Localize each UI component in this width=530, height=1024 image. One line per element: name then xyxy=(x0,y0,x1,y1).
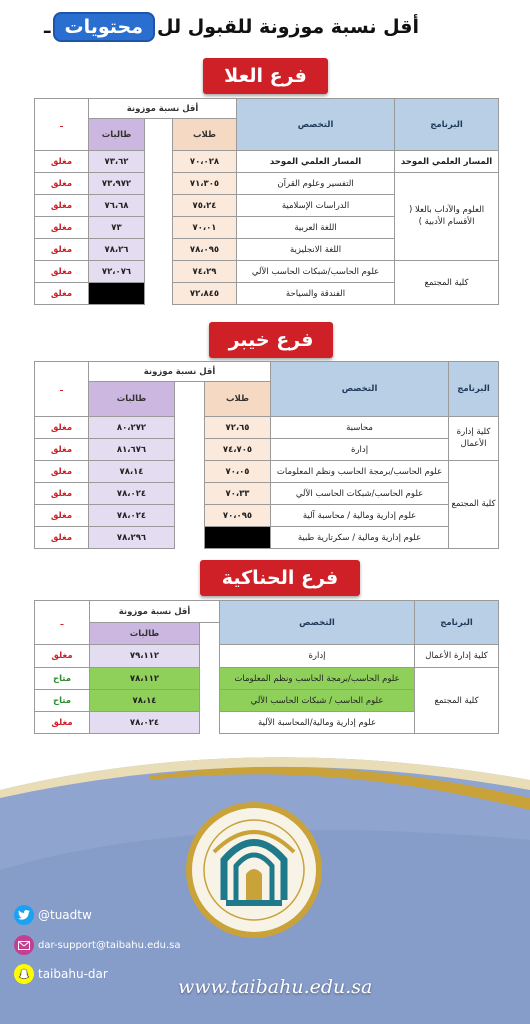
male-value: ٧١،٣٠٥ xyxy=(173,173,237,195)
female-header: طالبات xyxy=(89,382,175,417)
specialty-header: التخصص xyxy=(237,99,395,151)
male-value: ٧٠،٠٩٥ xyxy=(205,505,271,527)
female-value: ٧٨،٠٢٤ xyxy=(90,712,200,734)
male-value: ٧٨،٠٩٥ xyxy=(173,239,237,261)
program-cell: كلية المجتمع xyxy=(449,461,499,549)
spacer xyxy=(175,382,205,417)
email-address: dar-support@taibahu.edu.sa xyxy=(38,939,181,951)
table-hanakiyah xyxy=(34,600,499,734)
min-pct-header: أقل نسبة موزونة xyxy=(89,99,237,119)
specialty-cell: علوم الحاسب/شبكات الحاسب الآلي xyxy=(237,261,395,283)
email-contact[interactable] xyxy=(14,935,180,955)
spacer xyxy=(145,283,173,305)
male-value: ٧٠،٠٥ xyxy=(205,461,271,483)
status-cell: مغلق xyxy=(35,483,89,505)
spacer xyxy=(200,645,220,668)
spacer xyxy=(175,461,205,483)
table-khaibar xyxy=(34,361,499,549)
university-emblem-icon xyxy=(184,800,324,940)
page-title xyxy=(44,12,419,42)
page-header xyxy=(34,5,468,49)
branch-banner-ula: فرع العلا xyxy=(203,58,328,94)
program-cell: كلية المجتمع xyxy=(415,668,499,734)
snapchat-contact[interactable] xyxy=(14,964,108,984)
spacer xyxy=(175,483,205,505)
female-value: ٧٨،١١٢ xyxy=(90,668,200,690)
female-value: ٧٨،١٤ xyxy=(89,461,175,483)
specialty-cell: علوم الحاسب / شبكات الحاسب الآلي xyxy=(220,690,415,712)
status-cell: مغلق xyxy=(35,283,89,305)
specialty-cell: اللغة العربية xyxy=(237,217,395,239)
program-cell: المسار العلمي الموحد xyxy=(395,151,499,173)
status-cell: مغلق xyxy=(35,173,89,195)
status-cell: مغلق xyxy=(35,151,89,173)
table-ula xyxy=(34,98,499,305)
program-header: البرنامج xyxy=(395,99,499,151)
female-header: طالبات xyxy=(90,623,200,645)
specialty-header: التخصص xyxy=(220,601,415,645)
branch-banner-khaibar: فرع خيبر xyxy=(209,322,333,358)
male-value: ٧٠،٣٣ xyxy=(205,483,271,505)
specialty-cell: علوم إدارية ومالية/المحاسبة الآلية xyxy=(220,712,415,734)
male-header: طلاب xyxy=(173,119,237,151)
male-value: ٧٤،٧٠٥ xyxy=(205,439,271,461)
specialty-cell: محاسبة xyxy=(271,417,449,439)
spacer xyxy=(200,623,220,645)
spacer xyxy=(200,690,220,712)
spacer xyxy=(200,712,220,734)
spacer xyxy=(175,439,205,461)
twitter-contact[interactable] xyxy=(14,905,92,925)
spacer xyxy=(145,195,173,217)
status-cell: مغلق xyxy=(35,195,89,217)
female-value: ٧٨،١٤ xyxy=(90,690,200,712)
spacer xyxy=(145,151,173,173)
male-value: ٧٢،٨٤٥ xyxy=(173,283,237,305)
spacer xyxy=(175,527,205,549)
specialty-cell: الدراسات الإسلامية xyxy=(237,195,395,217)
female-value-empty xyxy=(89,283,145,305)
specialty-header: التخصص xyxy=(271,362,449,417)
specialty-cell: إدارة xyxy=(220,645,415,668)
title-end: ـ xyxy=(44,16,51,38)
specialty-cell: علوم إدارية ومالية / سكرتارية طبية xyxy=(271,527,449,549)
program-header: البرنامج xyxy=(449,362,499,417)
status-cell: مغلق xyxy=(35,261,89,283)
twitter-handle: @tuadtw xyxy=(38,908,92,922)
female-header: طالبات xyxy=(89,119,145,151)
status-cell: مغلق xyxy=(35,461,89,483)
status-cell: متاح xyxy=(35,690,90,712)
program-header: البرنامج xyxy=(415,601,499,645)
dash-header: ـ xyxy=(35,601,90,645)
female-value: ٧٢،٠٧٦ xyxy=(89,261,145,283)
female-value: ٧٣،٦٢ xyxy=(89,151,145,173)
min-pct-header: أقل نسبة موزونة xyxy=(89,362,271,382)
female-value: ٧٨،٠٢٤ xyxy=(89,483,175,505)
spacer xyxy=(145,261,173,283)
female-value: ٧٨،٢٦ xyxy=(89,239,145,261)
specialty-cell: علوم الحاسب/شبكات الحاسب الآلي xyxy=(271,483,449,505)
male-value: ٧٢،٦٥ xyxy=(205,417,271,439)
female-value: ٧٦،٦٨ xyxy=(89,195,145,217)
specialty-cell: المسار العلمي الموحد xyxy=(237,151,395,173)
snapchat-handle: taibahu-dar xyxy=(38,967,108,981)
status-cell: مغلق xyxy=(35,645,90,668)
title-text: أقل نسبة موزونة للقبول لل xyxy=(157,16,420,38)
specialty-cell: إدارة xyxy=(271,439,449,461)
spacer xyxy=(200,668,220,690)
snapchat-icon xyxy=(14,964,34,984)
title-badge: محتويات xyxy=(53,12,156,42)
status-cell: مغلق xyxy=(35,239,89,261)
female-value: ٨١،٦٧٦ xyxy=(89,439,175,461)
dash-header: ـ xyxy=(35,99,89,151)
program-cell: العلوم والآداب بالعلا ( الأقسام الأدبية ) xyxy=(395,173,499,261)
specialty-cell: علوم الحاسب/برمجة الحاسب ونظم المعلومات xyxy=(271,461,449,483)
status-cell: مغلق xyxy=(35,712,90,734)
status-cell: مغلق xyxy=(35,527,89,549)
female-value: ٧٨،٠٢٤ xyxy=(89,505,175,527)
male-header: طلاب xyxy=(205,382,271,417)
spacer xyxy=(175,505,205,527)
male-value: ٧٤،٢٩ xyxy=(173,261,237,283)
female-value: ٧٨،٢٩٦ xyxy=(89,527,175,549)
branch-banner-hanakiyah: فرع الحناكية xyxy=(200,560,360,596)
email-icon xyxy=(14,935,34,955)
status-cell: مغلق xyxy=(35,439,89,461)
specialty-cell: الفندقة والسياحة xyxy=(237,283,395,305)
female-value: ٧٣ xyxy=(89,217,145,239)
program-cell: كلية المجتمع xyxy=(395,261,499,305)
website-link[interactable]: www.taibahu.edu.sa xyxy=(178,976,373,998)
spacer xyxy=(145,173,173,195)
specialty-cell: علوم إدارية ومالية / محاسبة آلية xyxy=(271,505,449,527)
female-value: ٨٠،٢٧٢ xyxy=(89,417,175,439)
male-value-empty xyxy=(205,527,271,549)
specialty-cell: علوم الحاسب/برمجة الحاسب ونظم المعلومات xyxy=(220,668,415,690)
status-cell: مغلق xyxy=(35,217,89,239)
dash-header: ـ xyxy=(35,362,89,417)
program-cell: كلية إدارة الأعمال xyxy=(415,645,499,668)
spacer xyxy=(145,217,173,239)
specialty-cell: التفسير وعلوم القرآن xyxy=(237,173,395,195)
spacer xyxy=(175,417,205,439)
spacer xyxy=(145,119,173,151)
status-cell: متاح xyxy=(35,668,90,690)
program-cell: كلية إدارة الأعمال xyxy=(449,417,499,461)
twitter-icon xyxy=(14,905,34,925)
status-cell: مغلق xyxy=(35,505,89,527)
female-value: ٧٣،٩٧٢ xyxy=(89,173,145,195)
status-cell: مغلق xyxy=(35,417,89,439)
male-value: ٧٠،٠٢٨ xyxy=(173,151,237,173)
spacer xyxy=(145,239,173,261)
male-value: ٧٥،٢٤ xyxy=(173,195,237,217)
male-value: ٧٠،٠١ xyxy=(173,217,237,239)
min-pct-header: أقل نسبة موزونة xyxy=(90,601,220,623)
specialty-cell: اللغة الانجليزية xyxy=(237,239,395,261)
female-value: ٧٩،١١٢ xyxy=(90,645,200,668)
